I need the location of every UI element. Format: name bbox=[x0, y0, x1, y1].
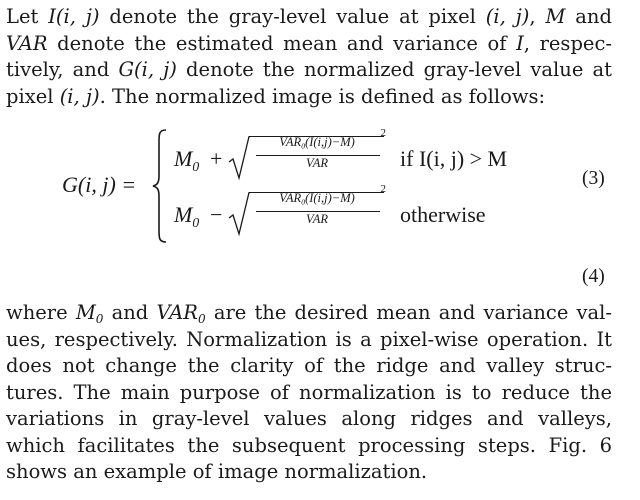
text-line: where $M_0$ and $VAR_0$ are the desired mean and variance val- bbox=[6, 301, 612, 327]
fraction bbox=[250, 183, 386, 226]
equation-number: (3) bbox=[582, 168, 605, 189]
square-exponent: 2 bbox=[380, 183, 386, 195]
square-exponent: 2 bbox=[380, 127, 386, 139]
fraction bbox=[250, 127, 386, 170]
condition-1: if I(i, j) > M bbox=[400, 146, 508, 171]
intro-paragraph bbox=[6, 4, 612, 110]
text-line: tures. The main purpose of normalization is to reduce the bbox=[6, 380, 612, 404]
m0-term: $M_0$ bbox=[174, 202, 200, 230]
text-line: ues, respectively. Normalization is a pixel-wise operation. It bbox=[6, 327, 612, 351]
text-line: VAR denote the estimated mean and variance of I, respec- bbox=[6, 31, 612, 55]
text-line: pixel (i, j). The normalized image is defined as follows: bbox=[6, 84, 546, 108]
minus-operator: − bbox=[210, 202, 223, 227]
text-line: does not change the clarity of the ridge and valley struc- bbox=[6, 354, 612, 377]
plus-operator: + bbox=[210, 146, 223, 171]
text-line: tively, and G(i, j) denote the normalized gray-level value at bbox=[6, 58, 612, 81]
fraction-numerator: $VAR_0(I(i,j)-M)$ bbox=[279, 135, 355, 151]
text-line: variations in gray-level values along ridges and valleys, bbox=[6, 407, 612, 430]
equation-lhs: G(i, j) = bbox=[62, 172, 137, 197]
fraction-denominator: VAR bbox=[306, 156, 328, 170]
condition-2: otherwise bbox=[400, 202, 486, 227]
text-line: which facilitates the subsequent processing steps. Fig. 6 bbox=[6, 433, 612, 457]
equation-number: (4) bbox=[582, 266, 605, 287]
fraction-denominator: VAR bbox=[306, 212, 328, 226]
body-paragraph bbox=[6, 300, 612, 486]
text-line: shows an example of image normalization. bbox=[6, 460, 428, 483]
m0-term: $M_0$ bbox=[174, 146, 200, 174]
square-root-icon bbox=[228, 188, 250, 236]
text-line: Let I(i, j) denote the gray-level value at pixel (i, j), M and bbox=[6, 5, 612, 28]
fraction-numerator: $VAR_0(I(i,j)-M)$ bbox=[279, 191, 355, 207]
normalization-equation bbox=[0, 128, 640, 246]
square-root-icon bbox=[228, 132, 250, 180]
left-brace-icon bbox=[152, 128, 168, 244]
equation-case-1 bbox=[174, 127, 534, 182]
equation-case-2 bbox=[174, 183, 534, 238]
